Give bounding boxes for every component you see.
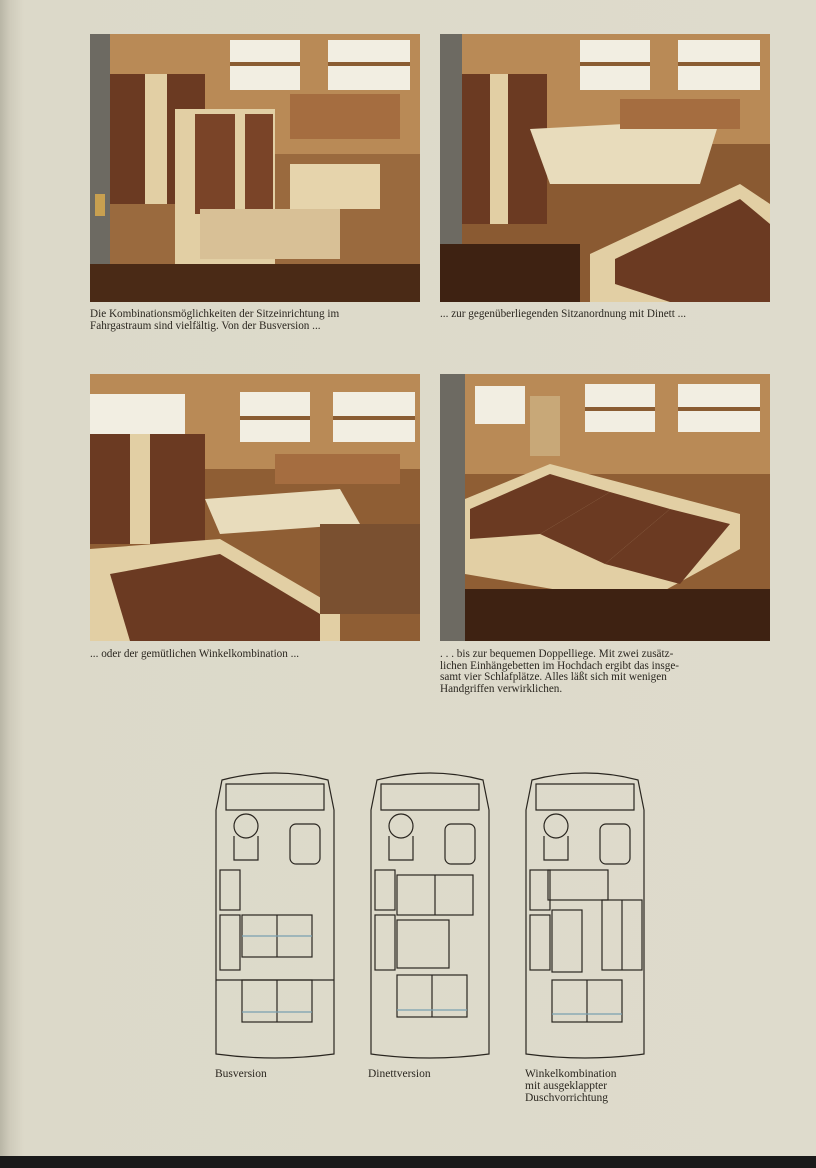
caption-line: ... zur gegenüberliegenden Sitzanordnung mit Dinett ... (440, 308, 687, 320)
photo-winkelkombination (90, 374, 420, 641)
caption-line: samt vier Schlafplätze. Alles läßt sich mit wenigen (440, 671, 667, 683)
floorplan-winkelkombination (522, 770, 648, 1062)
caption-line: Handgriffen verwirklichen. (440, 682, 563, 695)
plan-label-line: Duschvorrichtung (525, 1092, 609, 1104)
plan-label-line: Dinettversion (368, 1068, 431, 1080)
plan-label-dinettversion (368, 1068, 431, 1080)
photo-dinette (440, 34, 770, 302)
caption-line: Die Kombinationsmöglichkeiten der Sitzeinrichtung im (90, 308, 340, 320)
caption-line: ... oder der gemütlichen Winkelkombination ... (90, 648, 300, 660)
photo-doppelliege (440, 374, 770, 641)
caption-busversion (90, 309, 339, 332)
scan-bottom-edge (0, 1156, 816, 1168)
caption-doppelliege (440, 649, 679, 695)
plan-label-line: Busversion (215, 1068, 267, 1080)
plan-label-line: mit ausgeklappter (525, 1080, 608, 1092)
caption-winkelkombination (90, 649, 299, 661)
plan-label-line: Winkelkombination (525, 1068, 617, 1080)
photo-busversion (90, 34, 420, 302)
floorplan-dinettversion (367, 770, 493, 1062)
caption-line: . . . bis zur bequemen Doppelliege. Mit zwei zusätz- (440, 648, 674, 660)
floorplan-busversion (212, 770, 338, 1062)
plan-label-busversion (215, 1068, 267, 1080)
caption-line: Fahrgastraum sind vielfältig. Von der Busversion ... (90, 319, 321, 332)
caption-line: lichen Einhängebetten im Hochdach ergibt das insge- (440, 659, 680, 672)
caption-dinette (440, 309, 686, 321)
plan-label-winkelkombination (525, 1068, 617, 1104)
